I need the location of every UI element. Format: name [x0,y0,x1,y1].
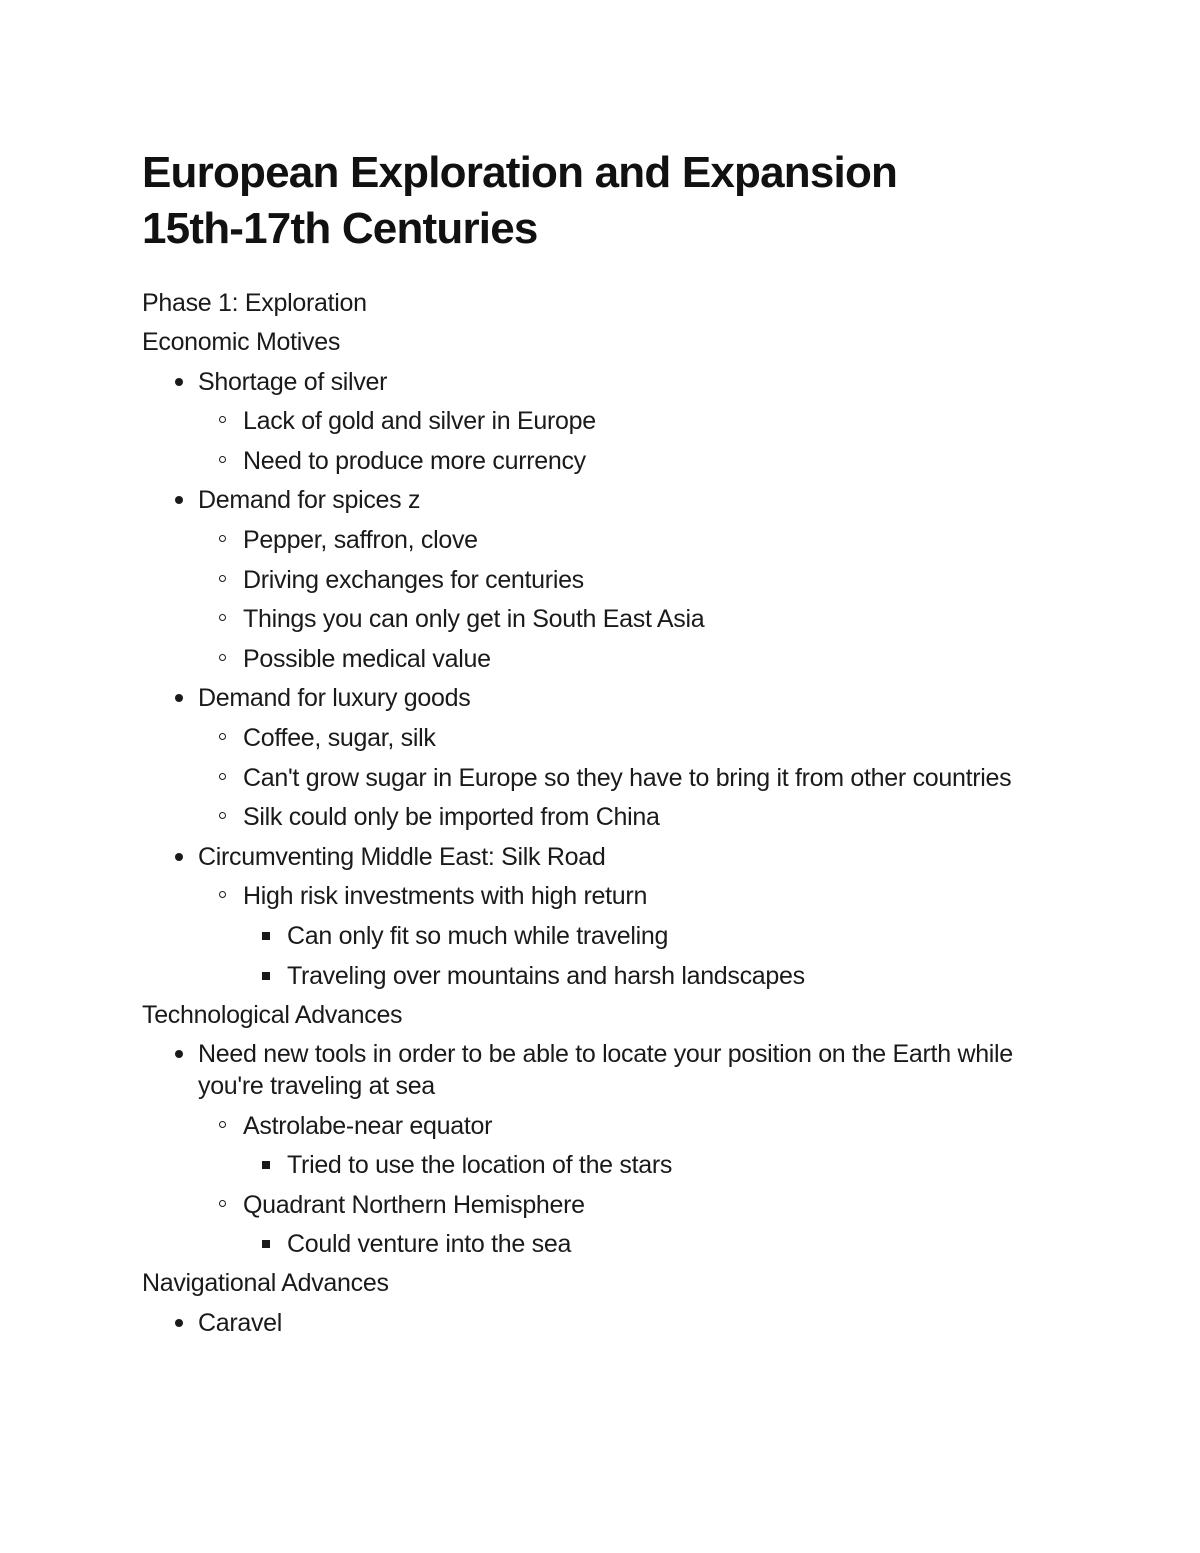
list-item [142,1189,1062,1221]
list-item-text: Can only fit so much while traveling [287,921,669,950]
list-item-text: Pepper, saffron, clove [243,525,478,554]
bullet-list-level-2 [142,1110,1062,1261]
bullet-list-level-2 [142,524,1062,675]
bullet-disc-icon [169,366,189,398]
bullet-circle-icon [213,880,233,912]
list-item [142,722,1062,754]
bullet-square-icon [256,960,276,992]
bullet-list-level-2 [142,405,1062,477]
list-item-text: Need to produce more currency [243,446,586,475]
list-item-text: Demand for spices z [198,486,421,515]
bullet-disc-icon [169,682,189,714]
list-item [142,445,1062,477]
bullet-list-level-2 [142,880,1062,991]
list-item [142,366,1062,398]
list-item [142,643,1062,675]
bullet-list-level-2 [142,722,1062,833]
document-page [142,145,1062,1339]
bullet-circle-icon [213,643,233,675]
bullet-circle-icon [213,524,233,556]
bullet-list-level-1 [142,1038,1062,1260]
list-item [142,841,1062,873]
list-item [142,682,1062,714]
bullet-circle-icon [213,405,233,437]
list-item [142,1110,1062,1142]
list-item [142,1149,1062,1181]
list-item-text: Things you can only get in South East Asia [243,605,705,634]
section-heading: Economic Motives [142,328,341,356]
list-item [142,801,1062,833]
bullet-circle-icon [213,1189,233,1221]
list-item [142,524,1062,556]
bullet-disc-icon [169,841,189,873]
list-item [142,564,1062,596]
bullet-circle-icon [213,603,233,635]
list-item [142,762,1062,794]
list-item [142,1038,1062,1102]
list-item [142,960,1062,992]
list-item-text: Coffee, sugar, silk [243,723,436,752]
bullet-list-level-1 [142,366,1062,992]
list-item-text: Tried to use the location of the stars [287,1151,673,1180]
list-item-text: Circumventing Middle East: Silk Road [198,842,606,871]
phase-heading: Phase 1: Exploration [142,289,367,317]
bullet-circle-icon [213,445,233,477]
bullet-circle-icon [213,722,233,754]
bullet-square-icon [256,1149,276,1181]
page-title [142,145,1062,257]
section-heading: Technological Advances [142,1000,403,1029]
list-item [142,1228,1062,1260]
list-item-text: Astrolabe-near equator [243,1111,493,1140]
list-item-text: Can't grow sugar in Europe so they have to bring it from other countries [243,763,1012,792]
list-item-text: Quadrant Northern Hemisphere [243,1190,585,1219]
list-item [142,405,1062,437]
list-item-text: Lack of gold and silver in Europe [243,407,596,436]
bullet-list-level-3 [142,920,1062,992]
section-heading: Navigational Advances [142,1269,389,1298]
title-line-2: 15th-17th Centuries [142,204,538,253]
title-line-1: European Exploration and Expansion [142,148,898,197]
list-item-text: Caravel [198,1309,283,1338]
bullet-square-icon [256,1228,276,1260]
list-item [142,603,1062,635]
list-item-text: Could venture into the sea [287,1230,572,1259]
bullet-disc-icon [169,1038,189,1070]
list-item-text: Need new tools in order to be able to locate your position on the Earth while you're traveling at sea [198,1040,1013,1101]
list-item-text: Silk could only be imported from China [243,803,660,832]
bullet-circle-icon [213,801,233,833]
list-item [142,484,1062,516]
outline-sections [142,326,1062,1339]
list-item [142,880,1062,912]
bullet-circle-icon [213,762,233,794]
bullet-disc-icon [169,1307,189,1339]
bullet-list-level-3 [142,1228,1062,1260]
list-item-text: High risk investments with high return [243,882,648,911]
list-item-text: Shortage of silver [198,367,388,396]
list-item-text: Demand for luxury goods [198,684,471,713]
bullet-circle-icon [213,1110,233,1142]
bullet-list-level-1 [142,1307,1062,1339]
bullet-disc-icon [169,484,189,516]
bullet-list-level-3 [142,1149,1062,1181]
list-item [142,920,1062,952]
list-item-text: Possible medical value [243,644,491,673]
bullet-circle-icon [213,564,233,596]
list-item-text: Driving exchanges for centuries [243,565,584,594]
list-item-text: Traveling over mountains and harsh landscapes [287,961,805,990]
bullet-square-icon [256,920,276,952]
list-item [142,1307,1062,1339]
